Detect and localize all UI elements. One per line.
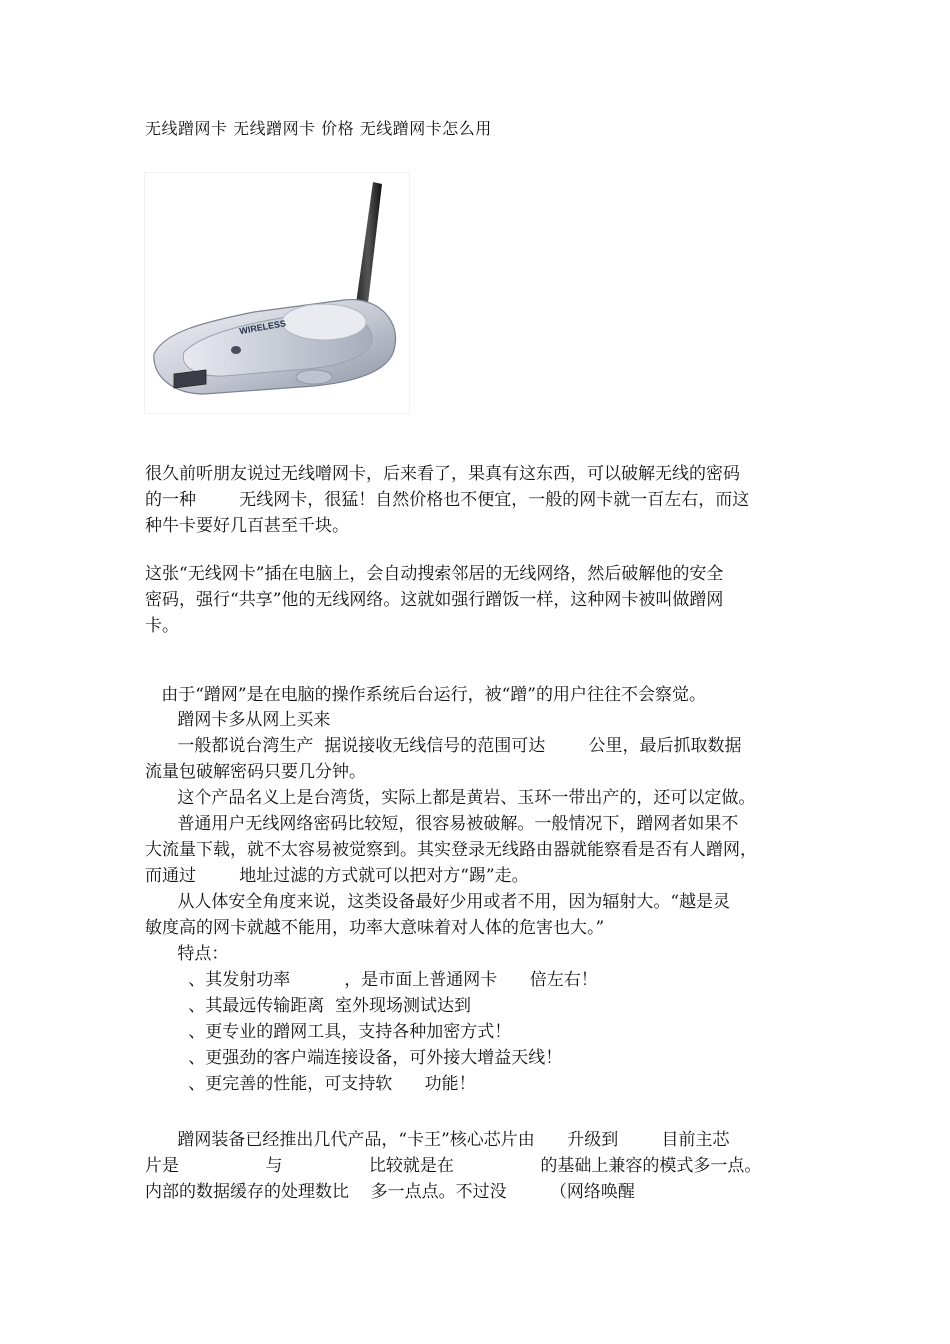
text-line: 由于“蹭网”是在电脑的操作系统后台运行，被“蹭”的用户往往不会察觉。: [145, 685, 706, 705]
text-line: 很久前听朋友说过无线噌网卡，后来看了，果真有这东西，可以破解无线的密码: [145, 464, 740, 484]
wireless-card-image: [144, 172, 410, 414]
text-line: 蹭网卡多从网上买来: [145, 710, 331, 730]
text-line: 而通过 地址过滤的方式就可以把对方“踢”走。: [145, 866, 529, 886]
text-line: 的一种 无线网卡，很猛！自然价格也不便宜，一般的网卡就一百左右，而这: [145, 490, 750, 510]
text-line: 、其发射功率 ，是市面上普通网卡 倍左右！: [145, 970, 598, 990]
text-line: 内部的数据缓存的处理数比 多一点点。不过没 （网络唤醒: [145, 1182, 635, 1202]
text-line: 流量包破解密码只要几分钟。: [145, 762, 366, 782]
text-line: 密码，强行“共享”他的无线网络。这就如强行蹭饭一样，这种网卡被叫做蹭网: [145, 590, 724, 610]
text-line: 从人体安全角度来说，这类设备最好少用或者不用，因为辐射大。“越是灵: [145, 892, 731, 912]
text-line: 敏度高的网卡就越不能用，功率大意味着对人体的危害也大。”: [145, 918, 605, 938]
text-line: 特点：: [145, 944, 229, 964]
text-line: 一般都说台湾生产 据说接收无线信号的范围可达 公里，最后抓取数据: [145, 736, 742, 756]
usb-wifi-adapter-icon: [144, 172, 410, 414]
text-line: 、更完善的性能，可支持软 功能！: [145, 1074, 476, 1094]
text-line: 普通用户无线网络密码比较短，很容易被破解。一般情况下，蹭网者如果不: [145, 814, 739, 834]
text-line: 、其最远传输距离 室外现场测试达到: [145, 996, 472, 1016]
document-title: 无线蹭网卡 无线蹭网卡 价格 无线蹭网卡怎么用: [145, 119, 492, 138]
brand-label: WIRELESS: [238, 318, 287, 337]
text-line: 这个产品名义上是台湾货，实际上都是黄岩、玉环一带出产的，还可以定做。: [145, 788, 756, 808]
text-line: 、更专业的蹭网工具，支持各种加密方式！: [145, 1022, 512, 1042]
text-line: 蹭网装备已经推出几代产品，“卡王”核心芯片由 升级到 目前主芯: [145, 1130, 730, 1150]
text-line: 种牛卡要好几百甚至千块。: [145, 516, 349, 536]
text-line: 、更强劲的客户端连接设备，可外接大增益天线！: [145, 1048, 563, 1068]
text-line: 片是 与 比较就是在 的基础上兼容的模式多一点。: [145, 1156, 762, 1176]
text-line: 大流量下载，就不太容易被觉察到。其实登录无线路由器就能察看是否有人蹭网，: [145, 840, 757, 860]
text-line: 卡。: [145, 616, 179, 636]
text-line: 这张“无线网卡”插在电脑上，会自动搜索邻居的无线网络，然后破解他的安全: [145, 564, 724, 584]
